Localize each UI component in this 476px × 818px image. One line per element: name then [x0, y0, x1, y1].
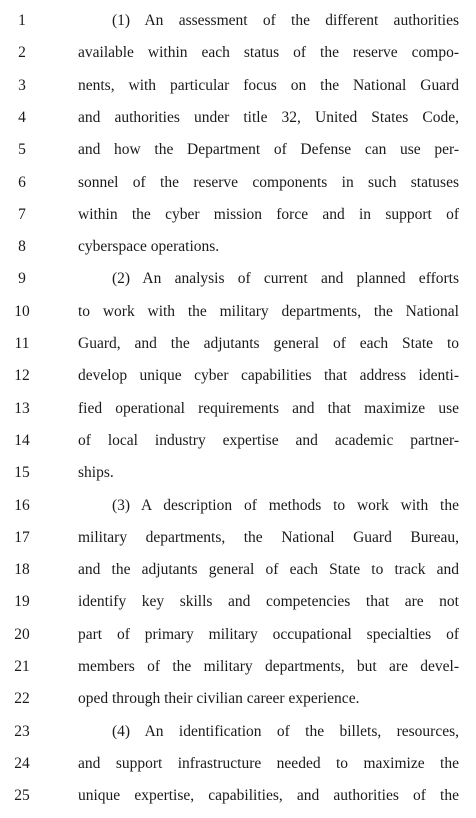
document-line: [0, 754, 476, 786]
line-number: 17: [14, 528, 30, 546]
line-number: 8: [18, 238, 26, 256]
document-line: [0, 496, 476, 528]
line-number: 20: [14, 625, 30, 643]
line-text: ships.: [78, 464, 114, 482]
line-text: Guard, and the adjutants general of each State to: [78, 335, 459, 352]
line-text: to work with the military departments, the National: [78, 302, 459, 320]
document-line: [0, 592, 476, 624]
document-line: [0, 399, 476, 431]
line-number: 12: [14, 367, 30, 385]
line-number: 9: [18, 270, 26, 288]
document-line: [0, 431, 476, 463]
document-line: [0, 657, 476, 689]
document-line: [0, 302, 476, 334]
line-number: 1: [18, 12, 26, 29]
line-text: nents, with particular focus on the National Guard: [78, 76, 459, 94]
line-text: oped through their civilian career experience.: [78, 690, 360, 708]
line-number: 21: [14, 658, 30, 675]
line-text: military departments, the National Guard Bureau,: [78, 528, 459, 546]
line-number: 23: [14, 722, 30, 740]
line-text: and authorities under title 32, United States Code,: [78, 108, 459, 126]
line-text: available within each status of the reserve compo-: [78, 44, 459, 62]
line-text: and support infrastructure needed to maximize the: [78, 754, 459, 772]
line-text: unique expertise, capabilities, and authorities of the: [78, 787, 459, 805]
line-text: (4) An identification of the billets, resources,: [112, 722, 459, 740]
line-text: within the cyber mission force and in support of: [78, 205, 459, 223]
document-line: [0, 786, 476, 818]
line-text: and the adjutants general of each State to track and: [78, 561, 459, 579]
document-line: [0, 689, 476, 721]
document-line: [0, 722, 476, 754]
document-line: [0, 76, 476, 108]
line-number: 7: [18, 205, 26, 223]
line-text: (3) A description of methods to work with the: [112, 496, 459, 514]
document-line: [0, 528, 476, 560]
line-text: part of primary military occupational specialties of: [78, 625, 459, 643]
document-line: [0, 11, 476, 43]
line-text: (2) An analysis of current and planned efforts: [112, 270, 459, 288]
line-text: members of the military departments, but are devel-: [78, 658, 459, 675]
document-line: [0, 334, 476, 366]
line-number: 13: [14, 399, 30, 417]
line-text: sonnel of the reserve components in such statuses: [78, 173, 459, 191]
document-line: [0, 173, 476, 205]
line-text: cyberspace operations.: [78, 238, 220, 256]
line-number: 15: [14, 464, 30, 482]
line-text: identify key skills and competencies that are not: [78, 593, 459, 611]
line-text: and how the Department of Defense can use per-: [78, 141, 459, 159]
line-text: fied operational requirements and that maximize use: [78, 399, 459, 417]
document-line: [0, 366, 476, 398]
line-number: 16: [14, 496, 30, 514]
line-number: 6: [18, 173, 26, 191]
line-number: 14: [14, 431, 30, 449]
line-number: 19: [14, 593, 30, 611]
document-line: [0, 140, 476, 172]
line-text: of local industry expertise and academic partner-: [78, 431, 459, 449]
line-number: 25: [14, 787, 30, 805]
document-line: [0, 560, 476, 592]
document-line: [0, 205, 476, 237]
line-number: 2: [18, 44, 26, 62]
line-number: 10: [14, 302, 30, 320]
line-number: 18: [14, 561, 30, 579]
document-line: [0, 237, 476, 269]
line-number: 24: [14, 754, 30, 772]
line-number: 3: [18, 76, 26, 94]
document-line: [0, 43, 476, 75]
document-line: [0, 108, 476, 140]
line-number: 22: [14, 690, 30, 708]
document-line: [0, 269, 476, 301]
line-number: 5: [18, 141, 26, 159]
document-line: [0, 463, 476, 495]
line-number: 4: [18, 108, 26, 126]
line-text: develop unique cyber capabilities that address identi-: [78, 367, 459, 385]
document-line: [0, 625, 476, 657]
line-text: (1) An assessment of the different authorities: [112, 12, 459, 29]
line-number: 11: [14, 335, 30, 352]
